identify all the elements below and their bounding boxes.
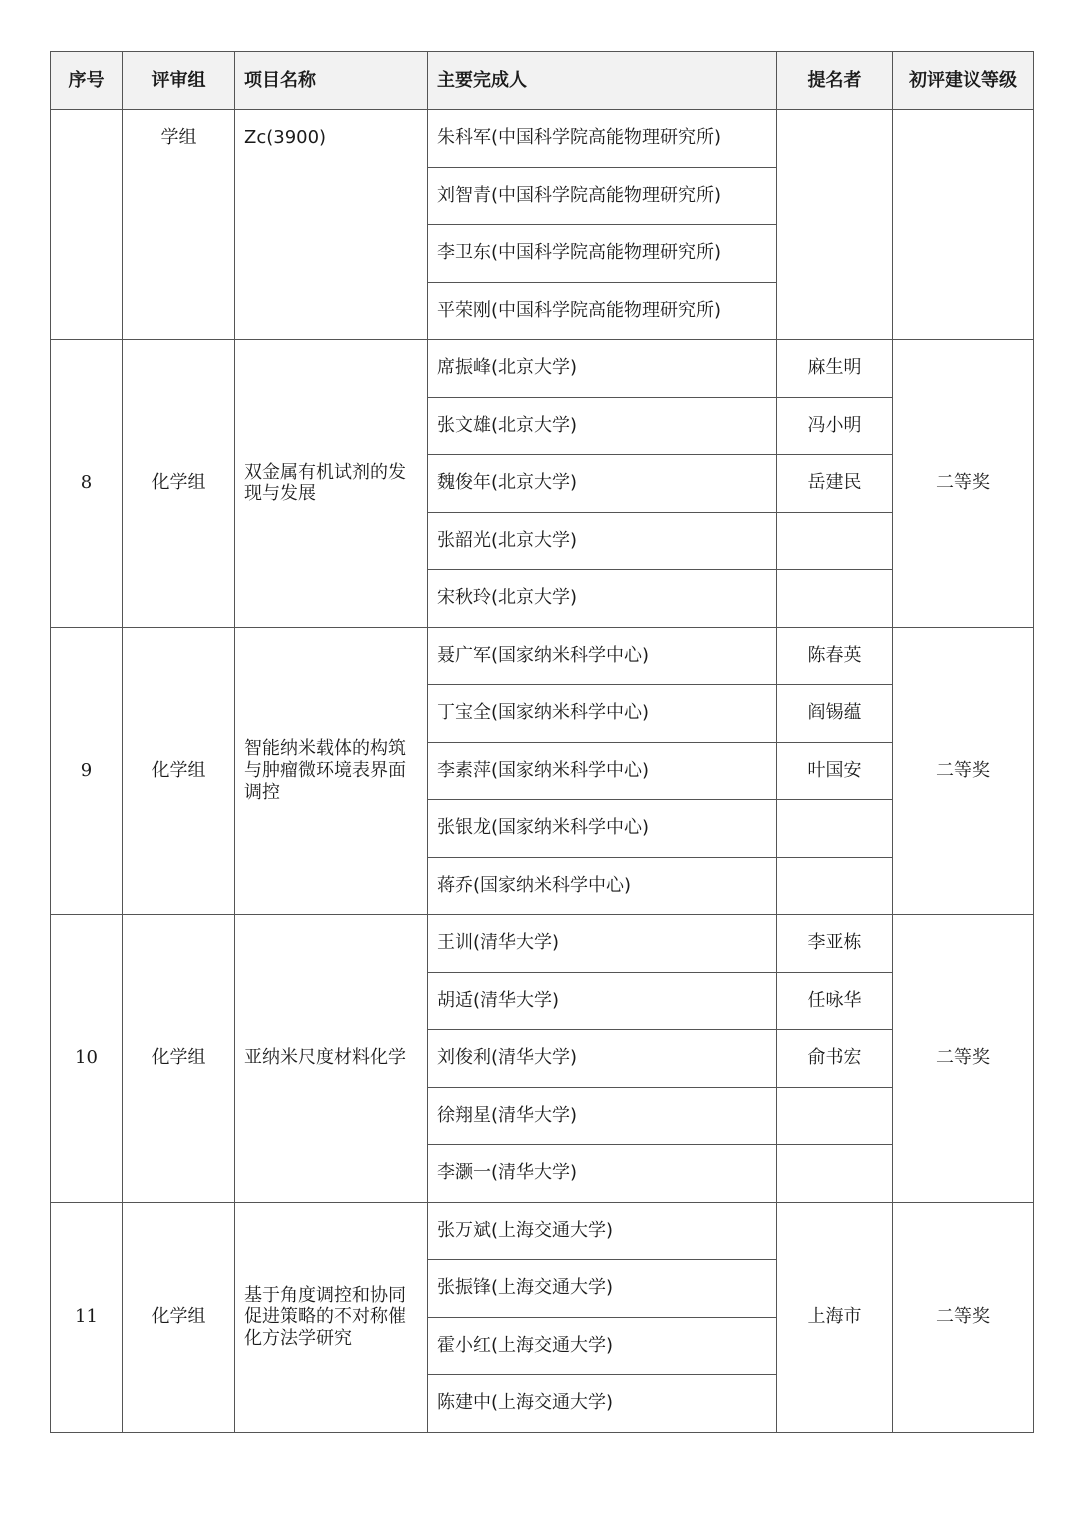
group-cell: 化学组 — [123, 340, 235, 628]
person-cell: 张韶光(北京大学) — [428, 512, 777, 570]
person-cell: 张银龙(国家纳米科学中心) — [428, 800, 777, 858]
table-row — [51, 627, 1034, 685]
person-cell: 胡适(清华大学) — [428, 972, 777, 1030]
seq-cell: 11 — [51, 1202, 123, 1432]
person-cell: 李卫东(中国科学院高能物理研究所) — [428, 225, 777, 283]
header-level: 初评建议等级 — [893, 52, 1034, 110]
nominator-cell: 麻生明 — [777, 340, 893, 398]
nominator-cell — [777, 512, 893, 570]
awards-table — [50, 51, 1034, 1433]
person-cell: 蒋乔(国家纳米科学中心) — [428, 857, 777, 915]
level-cell: 二等奖 — [893, 340, 1034, 628]
person-cell: 宋秋玲(北京大学) — [428, 570, 777, 628]
table-body — [51, 110, 1034, 1433]
person-cell: 李素萍(国家纳米科学中心) — [428, 742, 777, 800]
group-cell: 学组 — [123, 110, 235, 340]
person-cell: 李灏一(清华大学) — [428, 1145, 777, 1203]
person-cell: 朱科军(中国科学院高能物理研究所) — [428, 110, 777, 168]
header-nominator: 提名者 — [777, 52, 893, 110]
person-cell: 王训(清华大学) — [428, 915, 777, 973]
nominator-cell — [777, 857, 893, 915]
nominator-cell — [777, 800, 893, 858]
project-name-cell: 智能纳米载体的构筑与肿瘤微环境表界面调控 — [235, 627, 428, 915]
header-row — [51, 52, 1034, 110]
header-seq: 序号 — [51, 52, 123, 110]
seq-cell: 10 — [51, 915, 123, 1203]
project-name-cell: 亚纳米尺度材料化学 — [235, 915, 428, 1203]
header-group: 评审组 — [123, 52, 235, 110]
seq-cell: 9 — [51, 627, 123, 915]
level-cell: 二等奖 — [893, 627, 1034, 915]
header-persons: 主要完成人 — [428, 52, 777, 110]
person-cell: 魏俊年(北京大学) — [428, 455, 777, 513]
person-cell: 霍小红(上海交通大学) — [428, 1317, 777, 1375]
project-name-cell: Zc(3900) — [235, 110, 428, 340]
nominator-cell: 陈春英 — [777, 627, 893, 685]
person-cell: 刘俊利(清华大学) — [428, 1030, 777, 1088]
group-cell: 化学组 — [123, 1202, 235, 1432]
person-cell: 席振峰(北京大学) — [428, 340, 777, 398]
nominator-cell — [777, 570, 893, 628]
nominator-cell: 岳建民 — [777, 455, 893, 513]
level-cell: 二等奖 — [893, 915, 1034, 1203]
person-cell: 平荣刚(中国科学院高能物理研究所) — [428, 282, 777, 340]
group-cell: 化学组 — [123, 627, 235, 915]
person-cell: 刘智青(中国科学院高能物理研究所) — [428, 167, 777, 225]
group-cell: 化学组 — [123, 915, 235, 1203]
person-cell: 张文雄(北京大学) — [428, 397, 777, 455]
nominator-cell — [777, 1145, 893, 1203]
nominator-cell: 任咏华 — [777, 972, 893, 1030]
project-name-cell: 基于角度调控和协同促进策略的不对称催化方法学研究 — [235, 1202, 428, 1432]
nominator-cell: 俞书宏 — [777, 1030, 893, 1088]
nominator-cell: 冯小明 — [777, 397, 893, 455]
person-cell: 张万斌(上海交通大学) — [428, 1202, 777, 1260]
header-project: 项目名称 — [235, 52, 428, 110]
seq-cell: 8 — [51, 340, 123, 628]
table-row — [51, 1202, 1034, 1260]
nominator-cell: 叶国安 — [777, 742, 893, 800]
person-cell: 张振锋(上海交通大学) — [428, 1260, 777, 1318]
level-cell — [893, 110, 1034, 340]
level-cell: 二等奖 — [893, 1202, 1034, 1432]
nominator-cell: 阎锡蕴 — [777, 685, 893, 743]
table-row — [51, 340, 1034, 398]
person-cell: 聂广军(国家纳米科学中心) — [428, 627, 777, 685]
table-row — [51, 110, 1034, 168]
nominator-cell — [777, 110, 893, 340]
project-name-cell: 双金属有机试剂的发现与发展 — [235, 340, 428, 628]
table-row — [51, 915, 1034, 973]
nominator-cell — [777, 1087, 893, 1145]
nominator-cell: 李亚栋 — [777, 915, 893, 973]
person-cell: 徐翔星(清华大学) — [428, 1087, 777, 1145]
table-header — [51, 52, 1034, 110]
person-cell: 丁宝全(国家纳米科学中心) — [428, 685, 777, 743]
nominator-cell: 上海市 — [777, 1202, 893, 1432]
seq-cell — [51, 110, 123, 340]
person-cell: 陈建中(上海交通大学) — [428, 1375, 777, 1433]
